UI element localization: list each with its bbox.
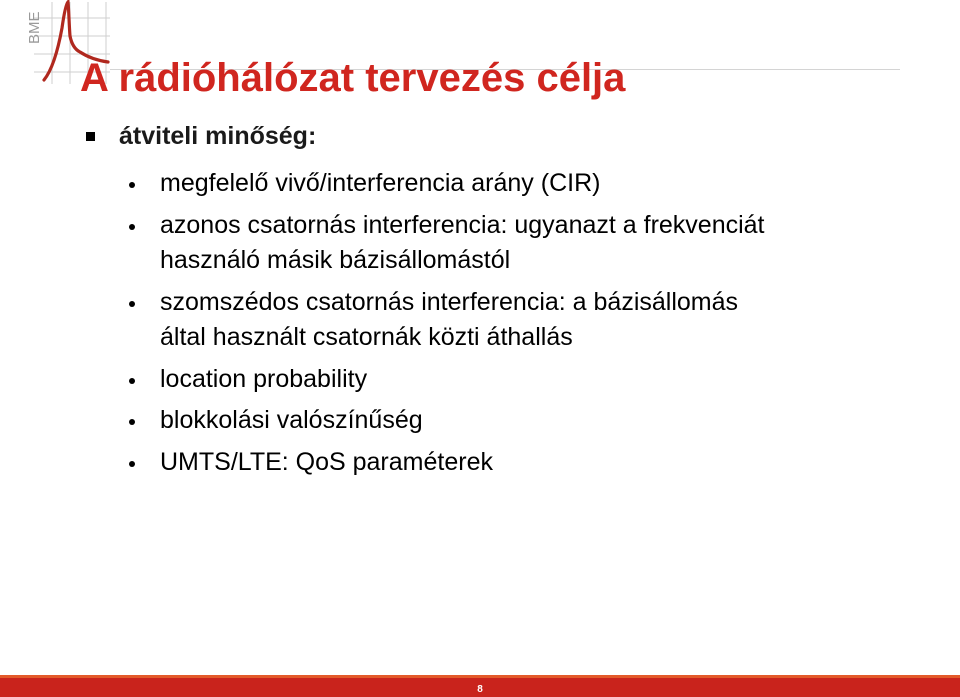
- bullet-dot-icon: [129, 378, 135, 384]
- bullet-dot-icon: [129, 182, 135, 188]
- bullet-item: [128, 445, 765, 481]
- bullet-text-line: location probability: [160, 364, 368, 393]
- bullet-item: [128, 208, 765, 279]
- bullet-text-line: UMTS/LTE: QoS paraméterek: [160, 447, 493, 476]
- bullet-item: [128, 362, 765, 398]
- bullet-list: [128, 166, 765, 486]
- level1-text: átviteli minőség:: [119, 122, 317, 150]
- bullet-dot-icon: [129, 301, 135, 307]
- bullet-text-line: azonos csatornás interferencia: ugyanazt a frekvenciát: [160, 210, 765, 239]
- bullet-text-line: által használt csatornák közti áthallás: [160, 323, 573, 351]
- page-number: 8: [477, 684, 483, 695]
- logo-text: BME: [26, 11, 43, 44]
- bullet-dot-icon: [129, 461, 135, 467]
- bullet-text-line: blokkolási valószínűség: [160, 406, 423, 434]
- bullet-text-line: használó másik bázisállomástól: [160, 246, 511, 274]
- bullet-item: [128, 403, 765, 439]
- bullet-dot-icon: [129, 224, 135, 230]
- bullet-text-line: szomszédos csatornás interferencia: a bázisállomás: [160, 287, 739, 316]
- slide-title: A rádióhálózat tervezés célja: [80, 56, 626, 100]
- bullet-text-line: megfelelő vivő/interferencia arány (CIR): [160, 169, 601, 197]
- bullet-dot-icon: [129, 419, 135, 425]
- square-bullet-icon: [86, 132, 95, 141]
- level1-item: [86, 121, 316, 151]
- bullet-item: [128, 166, 765, 202]
- bullet-item: [128, 285, 765, 356]
